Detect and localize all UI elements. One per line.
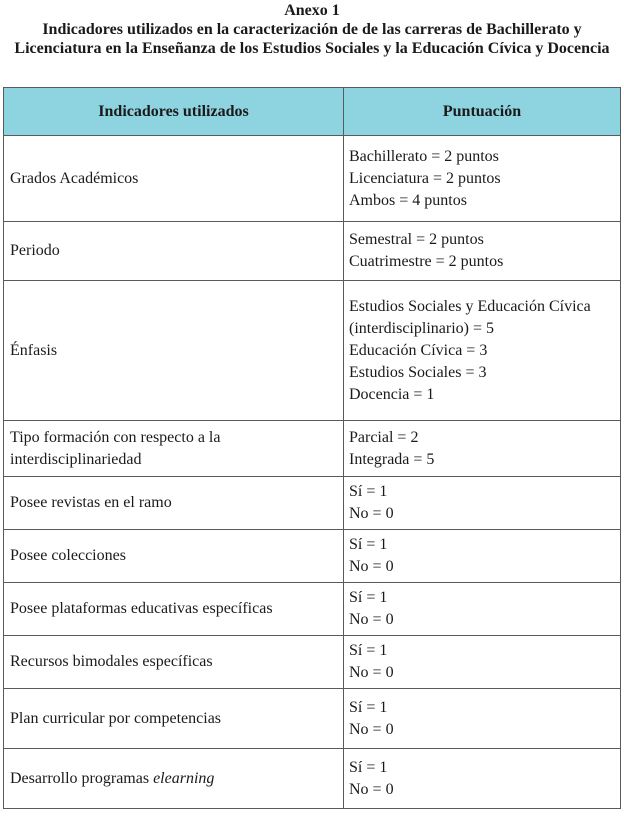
title-description: Indicadores utilizados en la caracterización de de las carreras de Bachillerato y Licenciatura en la Enseñanza de los Estudios Sociales y la Educación Cívica y Docencia — [14, 21, 610, 57]
score-line: Sí = 1 — [349, 536, 388, 553]
header-row — [4, 88, 621, 136]
table-row — [4, 222, 621, 281]
score-line: Ambos = 4 puntos — [349, 191, 467, 209]
score-cell — [344, 281, 621, 421]
score-cell — [344, 136, 621, 222]
indicator-cell: Periodo — [4, 222, 344, 281]
table-row — [4, 421, 621, 477]
indicator-cell: Recursos bimodales específicas — [4, 636, 344, 689]
indicators-table — [3, 87, 621, 809]
score-line: Sí = 1 — [349, 483, 388, 500]
header-score: Puntuación — [344, 88, 621, 136]
indicator-emphasis: elearning — [153, 769, 215, 787]
score-line: Licenciatura = 2 puntos — [349, 169, 501, 187]
score-cell — [344, 530, 621, 583]
indicator-cell: Énfasis — [4, 281, 344, 421]
indicator-cell: Posee revistas en el ramo — [4, 477, 344, 530]
score-line: No = 0 — [349, 611, 394, 628]
table-row — [4, 530, 621, 583]
score-cell — [344, 636, 621, 689]
score-line: Sí = 1 — [349, 698, 388, 716]
score-line: Educación Cívica = 3 — [349, 341, 488, 359]
indicator-cell: Grados Académicos — [4, 136, 344, 222]
score-cell — [344, 583, 621, 636]
score-cell — [344, 749, 621, 809]
score-line: Estudios Sociales y Educación Cívica — [349, 297, 591, 315]
score-line: Parcial = 2 — [349, 428, 419, 446]
indicator-cell: Posee colecciones — [4, 530, 344, 583]
score-line: Estudios Sociales = 3 — [349, 363, 487, 381]
table-row — [4, 583, 621, 636]
indicator-text: Desarrollo programas — [10, 769, 154, 787]
document-title — [0, 0, 624, 58]
score-line: Sí = 1 — [349, 758, 388, 776]
table-row — [4, 477, 621, 530]
score-line: Cuatrimestre = 2 puntos — [349, 253, 504, 270]
score-line: Sí = 1 — [349, 589, 388, 606]
score-cell — [344, 689, 621, 749]
score-line: No = 0 — [349, 780, 394, 798]
indicator-cell: Tipo formación con respecto a la interdisciplinariedad — [4, 421, 344, 477]
score-line: Docencia = 1 — [349, 385, 435, 403]
score-line: Bachillerato = 2 puntos — [349, 147, 499, 165]
title-annex: Anexo 1 — [284, 2, 340, 19]
score-line: No = 0 — [349, 505, 394, 522]
score-cell — [344, 477, 621, 530]
score-cell — [344, 421, 621, 477]
table-row — [4, 749, 621, 809]
score-line: Semestral = 2 puntos — [349, 231, 484, 248]
table-row — [4, 136, 621, 222]
table-row — [4, 636, 621, 689]
score-line: No = 0 — [349, 558, 394, 575]
indicator-cell: Plan curricular por competencias — [4, 689, 344, 749]
score-line: (interdisciplinario) = 5 — [349, 319, 494, 337]
score-line: No = 0 — [349, 720, 394, 738]
score-line: No = 0 — [349, 664, 394, 681]
score-line: Sí = 1 — [349, 642, 388, 659]
table-row — [4, 281, 621, 421]
indicator-cell — [4, 749, 344, 809]
table-row — [4, 689, 621, 749]
score-cell — [344, 222, 621, 281]
score-line: Integrada = 5 — [349, 450, 435, 468]
header-indicators: Indicadores utilizados — [4, 88, 344, 136]
indicator-cell: Posee plataformas educativas específicas — [4, 583, 344, 636]
